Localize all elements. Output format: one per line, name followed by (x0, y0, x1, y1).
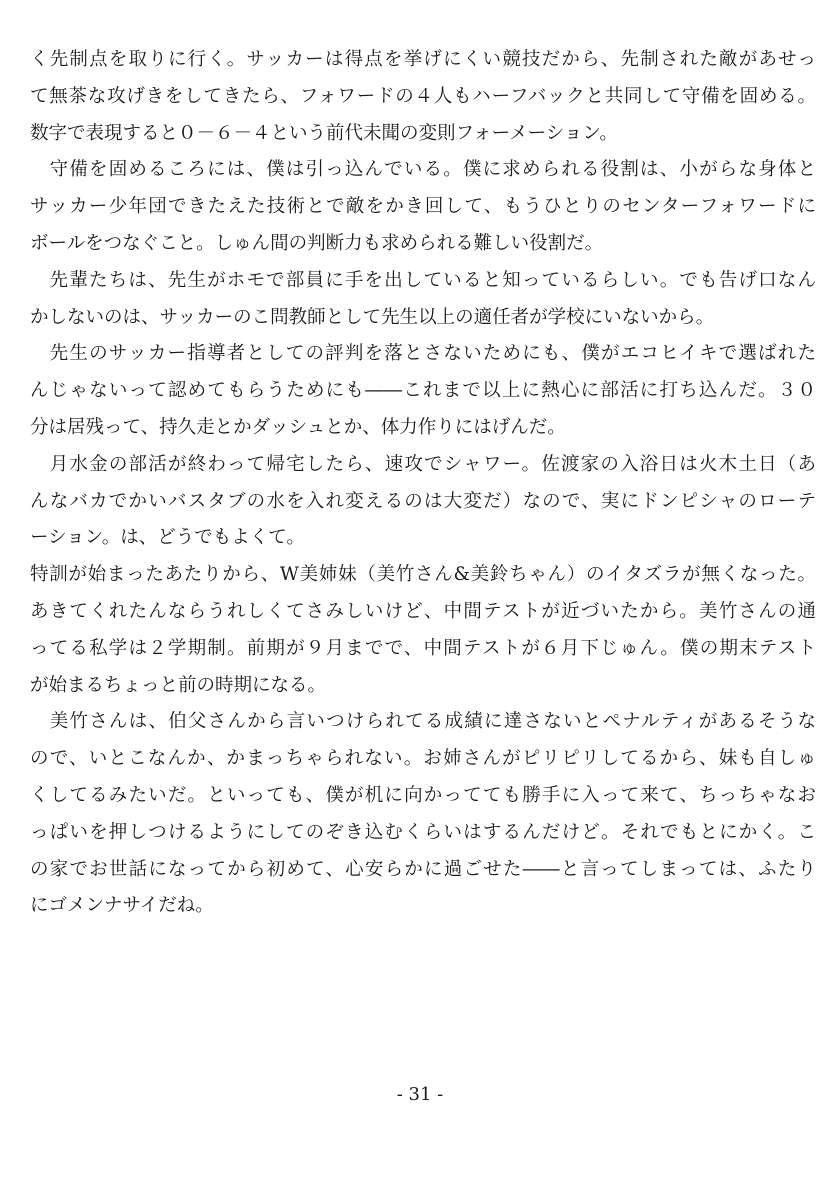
page-number: - 31 - (396, 1084, 444, 1105)
text-line: んなバカでかいバスタブの水を入れ変えるのは大変だ）なので、実にドンピシャのローテ (30, 490, 816, 512)
text-line: の家でお世話になってから初めて、心安らかに過ごせた――と言ってしまっては、ふたり (30, 858, 816, 880)
text-line: ので、いとこなんか、かまっちゃられない。お姉さんがピリピリしてるから、妹も自しゅ (30, 748, 816, 770)
text-line: くしてるみたいだ。といっても、僕が机に向かってても勝手に入って来て、ちっちゃなお (30, 784, 816, 806)
text-line: あきてくれたんならうれしくてさみしいけど、中間テストが近づいたから。美竹さんの通 (30, 600, 816, 622)
text-line: 美竹さんは、伯父さんから言いつけられてる成績に達さないとペナルティがあるそうな (30, 711, 816, 733)
text-line: ーション。は、どうでもよくて。 (30, 527, 305, 549)
text-line: て無茶な攻げきをしてきたら、フォワードの４人もハーフバックと共同して守備を固める。 (30, 85, 816, 107)
text-line: 守備を固めるころには、僕は引っ込んでいる。僕に求められる役割は、小がらな身体と (30, 159, 816, 181)
text-line: ボールをつなぐこと。しゅん間の判断力も求められる難しい役割だ。 (30, 232, 604, 254)
text-line: ってる私学は２学期制。前期が９月までで、中間テストが６月下じゅん。僕の期末テスト (30, 637, 816, 659)
text-line: 数字で表現すると０－６－４という前代未聞の変則フォーメーション。 (30, 122, 618, 144)
text-line: 特訓が始まったあたりから、W美姉妹（美竹さん&美鈴ちゃん）のイタズラが無くなった。 (30, 564, 816, 586)
text-line: 分は居残って、持久走とかダッシュとか、体力作りにはげんだ。 (30, 416, 566, 438)
text-line: 先輩たちは、先生がホモで部員に手を出していると知っているらしい。でも告げ口なん (30, 269, 816, 291)
text-line: サッカー少年団できたえた技術とで敵をかき回して、もうひとりのセンターフォワードに (30, 196, 816, 218)
text-line: 月水金の部活が終わって帰宅したら、速攻でシャワー。佐渡家の入浴日は火木土日（あ (30, 453, 816, 475)
text-line: く先制点を取りに行く。サッカーは得点を挙げにくい競技だから、先制された敵があせっ (30, 49, 816, 70)
text-line: が始まるちょっと前の時期になる。 (30, 674, 327, 696)
text-line: んじゃないって認めてもらうためにも――これまで以上に熱心に部活に打ち込んだ。３０ (30, 380, 816, 402)
text-line: っぱいを押しつけるようにしてのぞき込むくらいはするんだけど。それでもとにかく。こ (30, 821, 816, 843)
text-line: にゴメンナサイだね。 (30, 895, 214, 917)
text-line: かしないのは、サッカーのこ問教師として先生以上の適任者が学校にいないから。 (30, 306, 715, 328)
page-body (30, 42, 816, 925)
text-line: 先生のサッカー指導者としての評判を落とさないためにも、僕がエコヒイキで選ばれた (30, 343, 816, 365)
